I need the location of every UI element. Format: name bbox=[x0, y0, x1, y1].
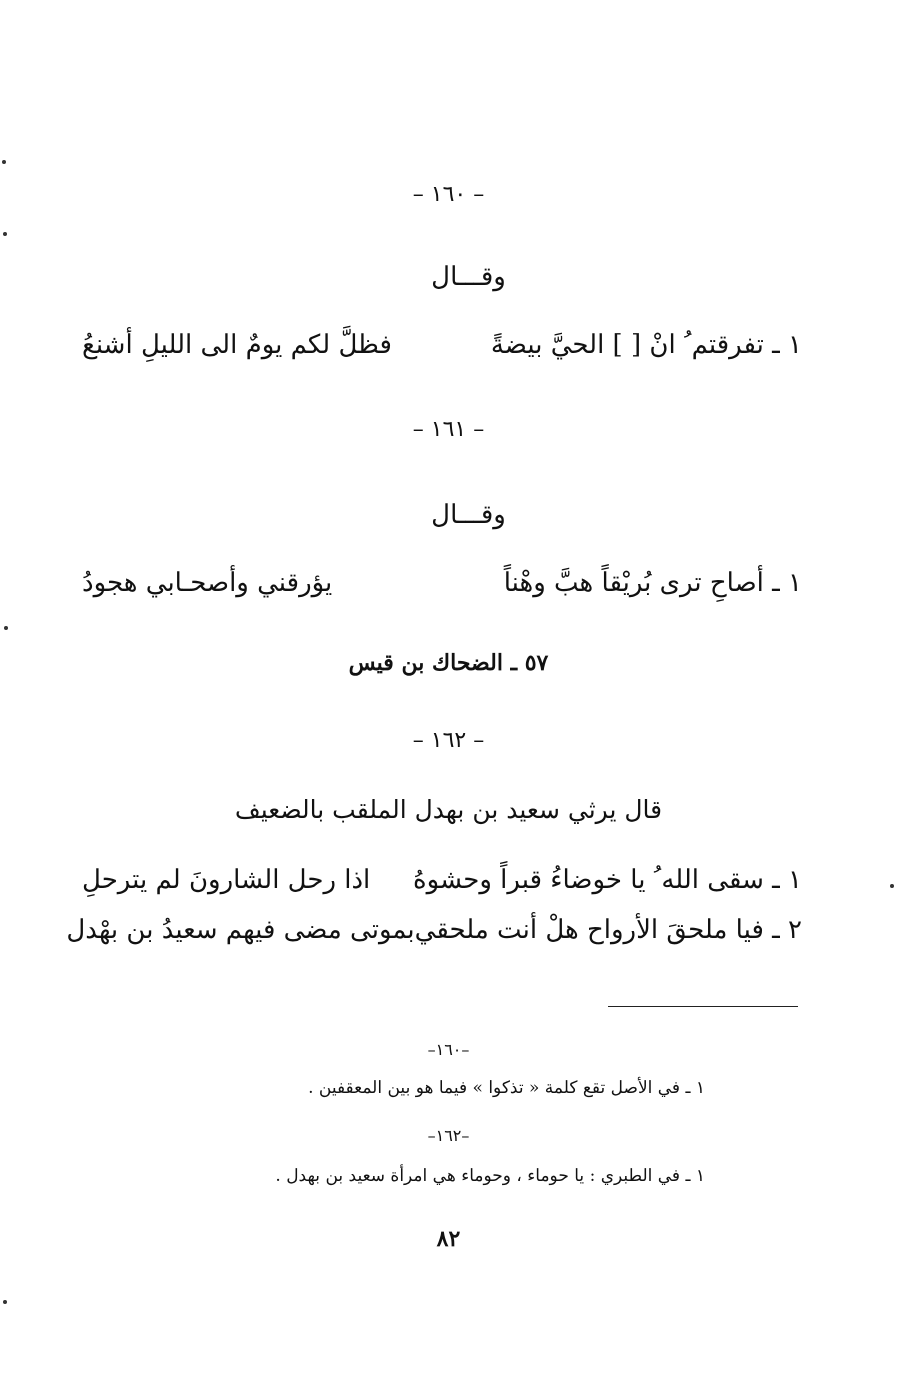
verse-161-1-right-hemistich: ١ ـ أصاحِ ترى بُريْقاً هبَّ وهْناً bbox=[503, 568, 802, 598]
scan-speck bbox=[2, 160, 6, 164]
verse-162-2-right-hemistich: ٢ ـ فيا ملحقَ الأرواح هلْ أنت ملحقي bbox=[414, 915, 802, 945]
verse-162-1 bbox=[82, 865, 802, 895]
footnote-number-160: –١٦٠– bbox=[427, 1040, 470, 1059]
verse-160-1 bbox=[82, 330, 802, 360]
verse-162-2 bbox=[66, 915, 802, 945]
verse-162-2-left-hemistich: بموتى مضى فيهم سعيدُ بن بهْدل bbox=[66, 915, 415, 945]
poem-number-160: – ١٦٠ – bbox=[412, 182, 485, 207]
footnote-separator bbox=[608, 1006, 798, 1007]
scan-speck bbox=[890, 884, 894, 888]
verse-162-1-left-hemistich: اذا رحل الشارونَ لم يترحلِ bbox=[82, 865, 371, 895]
poem-heading-160: وقـــال bbox=[431, 262, 506, 292]
scan-speck bbox=[3, 1300, 7, 1304]
footnote-text-160: ١ ـ في الأصل تقع كلمة « تذكوا » فيما هو بين المعقفين . bbox=[308, 1078, 705, 1098]
scan-speck bbox=[4, 626, 8, 630]
poem-intro-162: قال يرثي سعيد بن بهدل الملقب بالضعيف bbox=[234, 795, 663, 824]
footnote-text-162: ١ ـ في الطبري : يا حوماء ، وحوماء هي امرأة سعيد بن بهدل . bbox=[275, 1166, 705, 1186]
scan-speck bbox=[3, 232, 7, 236]
verse-161-1 bbox=[82, 568, 802, 598]
verse-161-1-left-hemistich: يؤرقني وأصحـابي هجودُ bbox=[82, 568, 333, 598]
footnote-number-162: –١٦٢– bbox=[427, 1126, 470, 1145]
poem-number-161: – ١٦١ – bbox=[412, 417, 485, 442]
verse-160-1-left-hemistich: فظلَّ لكم يومٌ الى الليلِ أشنعُ bbox=[82, 330, 392, 360]
poem-number-162: – ١٦٢ – bbox=[412, 728, 485, 753]
section-title: ٥٧ ـ الضحاك بن قيس bbox=[348, 650, 549, 676]
verse-160-1-right-hemistich: ١ ـ تفرقتم ُ انْ [ ] الحيَّ بيضةً bbox=[490, 330, 802, 360]
page-number: ٨٢ bbox=[436, 1226, 461, 1252]
poem-heading-161: وقـــال bbox=[431, 500, 506, 530]
verse-162-1-right-hemistich: ١ ـ سقى الله ُ يا خوضاءُ قبراً وحشوهُ bbox=[413, 865, 802, 895]
